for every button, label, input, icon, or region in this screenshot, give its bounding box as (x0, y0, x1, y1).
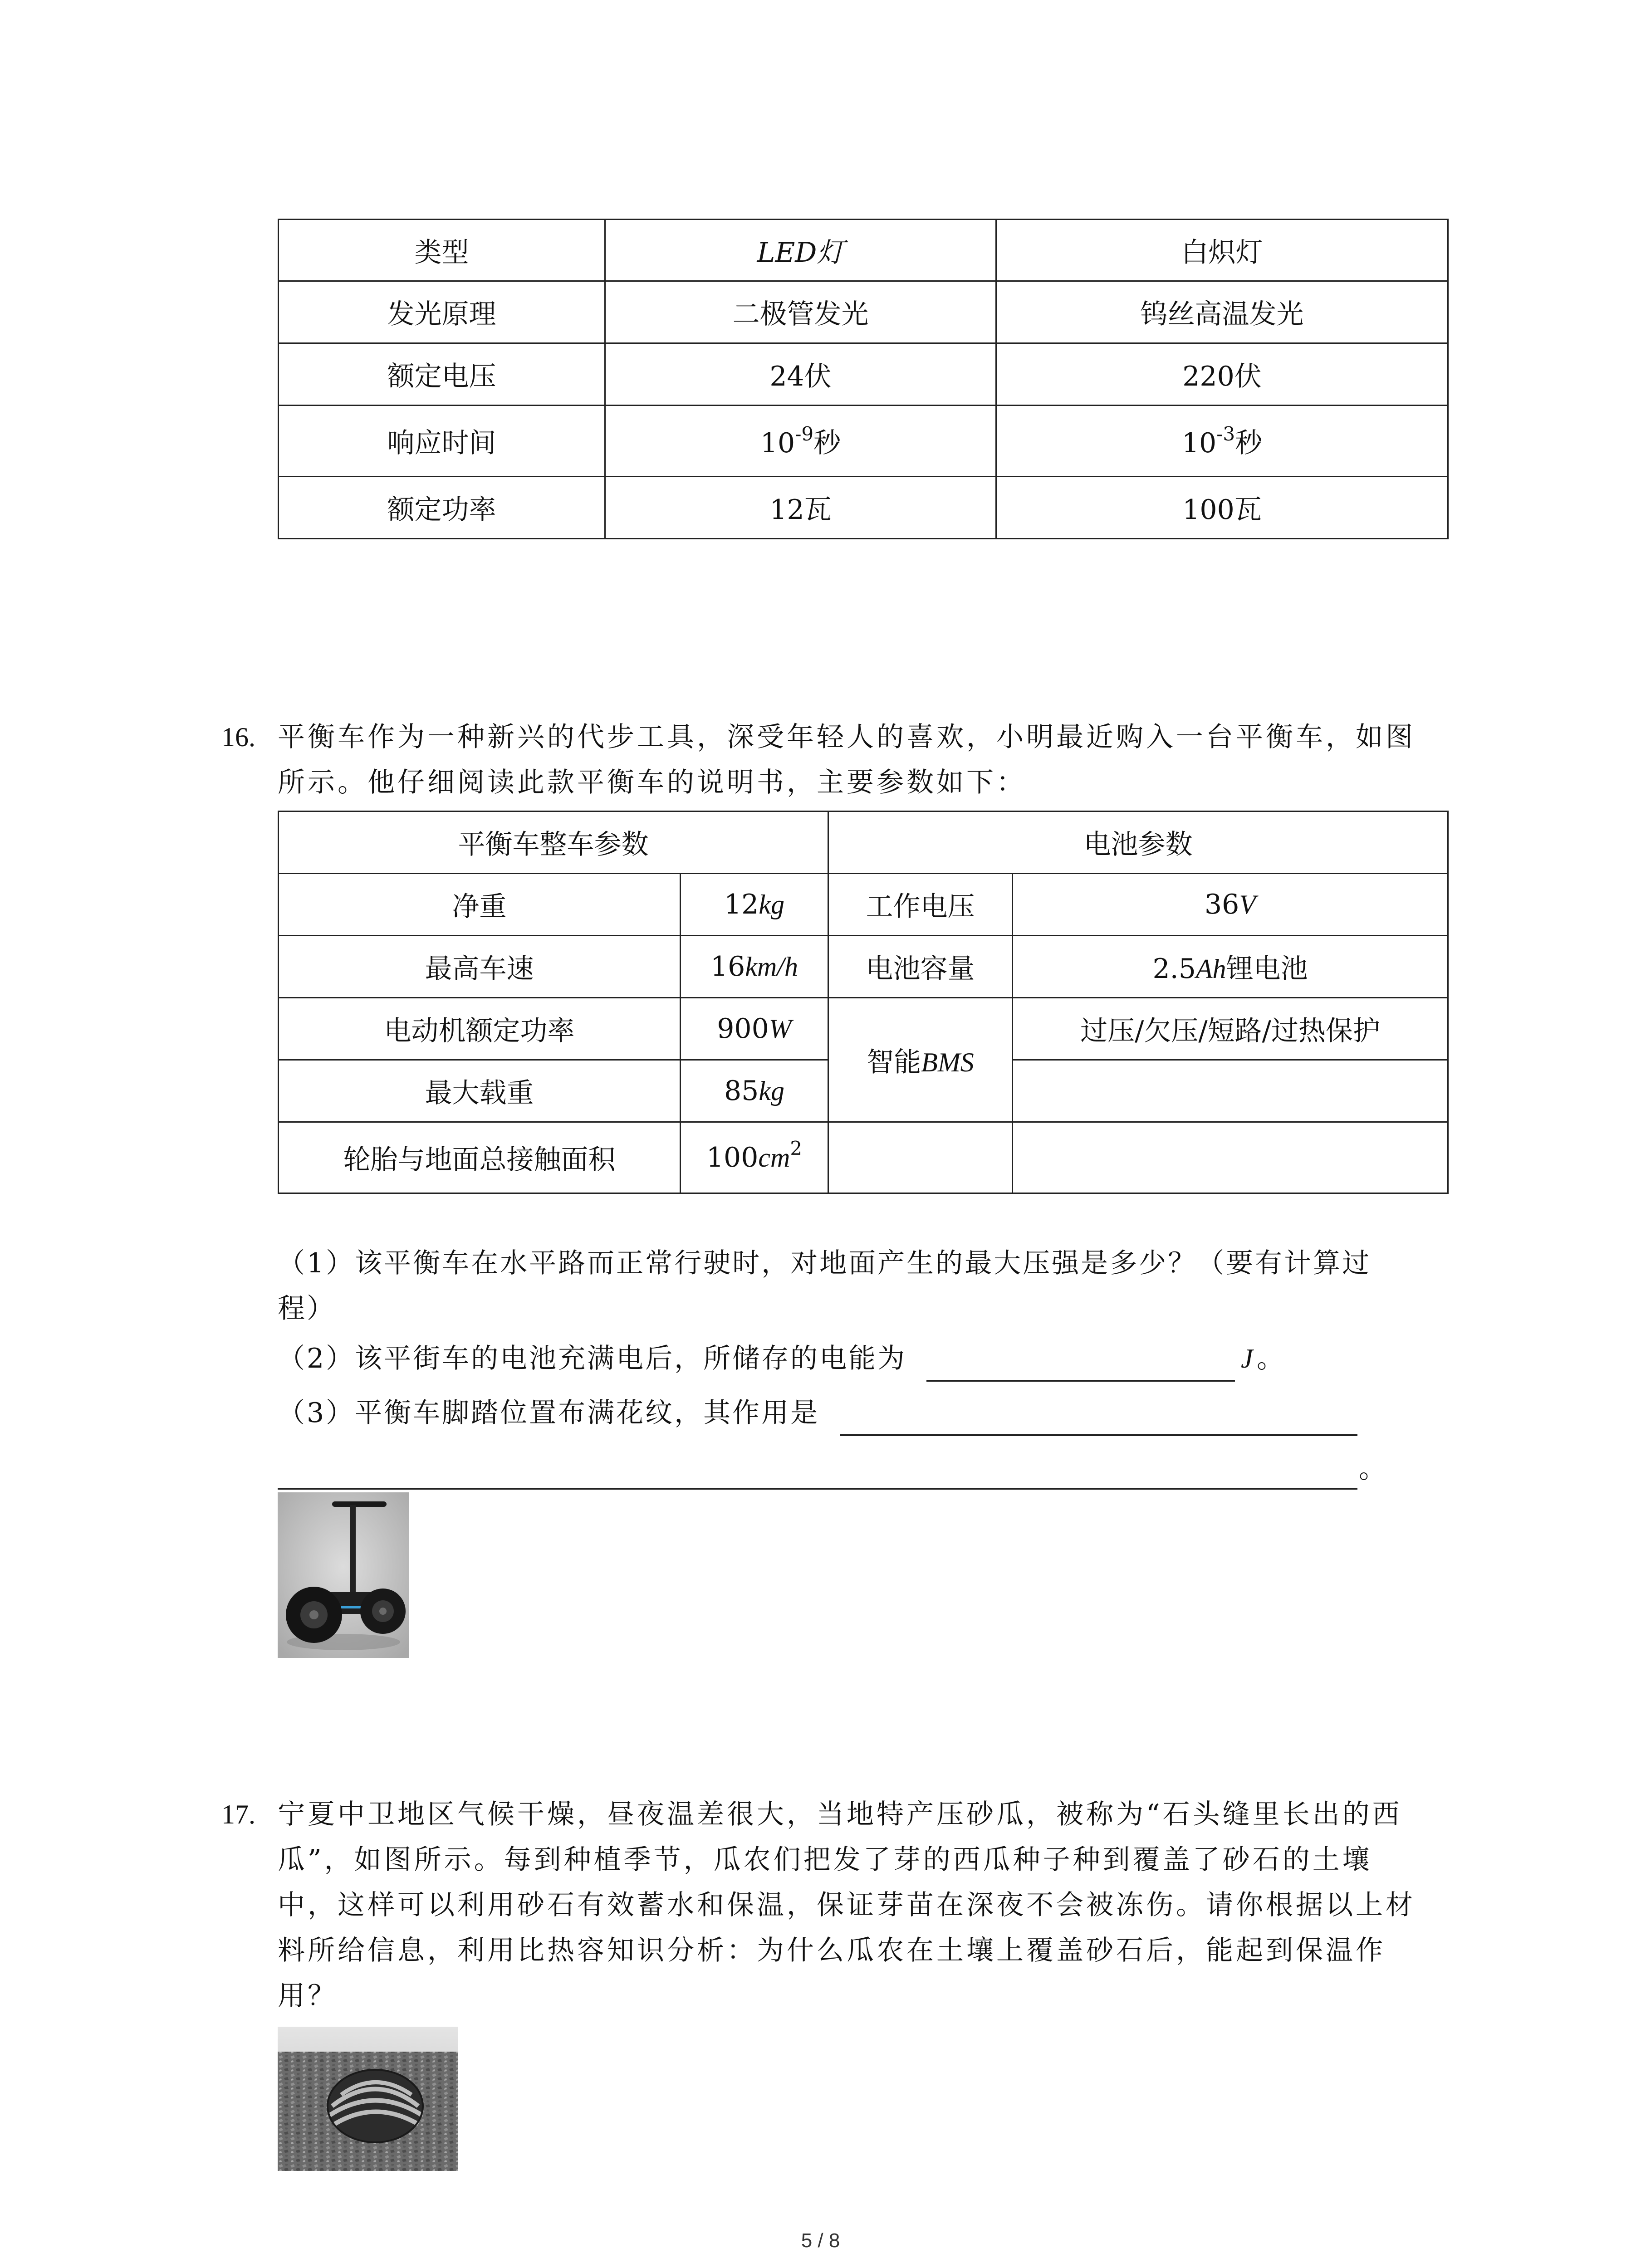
table-cell: 24伏 (605, 343, 996, 406)
value-unit: W (769, 1014, 792, 1044)
table-cell: 轮胎与地面总接触面积 (279, 1122, 681, 1193)
answer-blank[interactable] (840, 1434, 1357, 1436)
table-cell: 二极管发光 (605, 281, 996, 343)
table-cell: 电池参数 (828, 811, 1448, 874)
table-cell: 净重 (279, 874, 681, 936)
answer-blank[interactable] (926, 1380, 1235, 1382)
lamp-comparison-table (278, 219, 1449, 539)
table-row (279, 874, 1448, 936)
table-cell: 220伏 (996, 343, 1448, 406)
response-time-unit: 秒 (1235, 427, 1263, 459)
page-number: 5 / 8 (801, 2229, 840, 2252)
table-cell: 白炽灯 (996, 220, 1448, 281)
value-unit: Ah (1195, 954, 1226, 984)
table-cell: 最高车速 (279, 936, 681, 998)
table-cell (1013, 936, 1448, 998)
value-number: 85 (724, 1075, 759, 1107)
table-cell-empty (1013, 1122, 1448, 1193)
table-cell: 工作电压 (828, 874, 1013, 936)
table-cell: 电动机额定功率 (279, 998, 681, 1060)
sub-question-1-line: 程） (278, 1293, 336, 1325)
response-time-exponent: -3 (1216, 423, 1235, 445)
table-cell: 响应时间 (279, 406, 605, 477)
table-cell: 类型 (279, 220, 605, 281)
table-cell (681, 874, 828, 936)
value-unit: cm (758, 1143, 790, 1173)
sub-question-3-end: 。 (1359, 1453, 1388, 1485)
table-row (279, 406, 1448, 477)
table-row (279, 1122, 1448, 1193)
bms-unit: BMS (921, 1047, 974, 1077)
answer-blank[interactable] (278, 1488, 1357, 1490)
table-cell: 发光原理 (279, 281, 605, 343)
response-time-base: 10 (760, 427, 795, 459)
value-number: 12 (724, 889, 759, 920)
table-header-row (279, 811, 1448, 874)
balance-scooter-image (278, 1492, 409, 1658)
value-unit: km/h (745, 952, 798, 982)
table-cell-empty (828, 1122, 1013, 1193)
response-time-exponent: -9 (795, 423, 814, 445)
value-unit: V (1239, 890, 1256, 919)
table-cell (681, 936, 828, 998)
value-exponent: 2 (790, 1137, 803, 1159)
table-header-row (279, 220, 1448, 281)
sub-question-3-text: （3）平衡车脚踏位置布满花纹，其作用是 (278, 1397, 820, 1429)
table-cell (605, 406, 996, 477)
table-cell: LED灯 (605, 220, 996, 281)
table-cell-empty (1013, 1060, 1448, 1122)
sub-question-1-line: （1）该平衡车在水平路而正常行驶时，对地面产生的最大压强是多少？（要有计算过 (278, 1247, 1372, 1279)
value-unit: kg (759, 890, 784, 919)
table-cell: 100瓦 (996, 477, 1448, 539)
balance-scooter-photo (278, 1492, 409, 1658)
table-row (279, 281, 1448, 343)
question-text-line: 平衡车作为一种新兴的代步工具，深受年轻人的喜欢，小明最近购入一台平衡车，如图 (278, 721, 1416, 753)
table-cell (681, 1060, 828, 1122)
response-time-unit: 秒 (813, 427, 841, 459)
table-cell (828, 998, 1013, 1122)
value-number: 36 (1204, 889, 1239, 920)
table-cell: 12瓦 (605, 477, 996, 539)
table-row (279, 936, 1448, 998)
value-unit: kg (759, 1076, 784, 1106)
question-number: 16. (221, 722, 255, 752)
table-cell (996, 406, 1448, 477)
table-cell (681, 1122, 828, 1193)
sub-question-2-end: 。 (1257, 1343, 1286, 1374)
value-suffix: 锂电池 (1226, 953, 1308, 985)
table-cell: 钨丝高温发光 (996, 281, 1448, 343)
table-cell (1013, 874, 1448, 936)
question-text-line: 用？ (278, 1980, 338, 2012)
table-cell: 过压/欠压/短路/过热保护 (1013, 998, 1448, 1060)
watermelon-photo (278, 2027, 458, 2171)
sub-question-2-unit: J (1241, 1344, 1255, 1374)
response-time-base: 10 (1181, 427, 1217, 459)
table-cell: 电池容量 (828, 936, 1013, 998)
value-number: 16 (710, 951, 745, 982)
table-cell (681, 998, 828, 1060)
table-row (279, 998, 1448, 1060)
watermelon-image (278, 2027, 458, 2171)
value-number: 100 (706, 1142, 759, 1173)
table-cell: 平衡车整车参数 (279, 811, 828, 874)
question-text-line: 所示。他仔细阅读此款平衡车的说明书，主要参数如下： (278, 767, 1026, 798)
question-text-line: 宁夏中卫地区气候干燥，昼夜温差很大，当地特产压砂瓜，被称为“石头缝里长出的西 (278, 1799, 1402, 1830)
table-cell: 额定功率 (279, 477, 605, 539)
bms-prefix: 智能 (867, 1046, 921, 1078)
question-text-line: 瓜”，如图所示。每到种植季节，瓜农们把发了芽的西瓜种子种到覆盖了砂石的土壤 (278, 1844, 1372, 1876)
table-row (279, 477, 1448, 539)
table-cell: 最大载重 (279, 1060, 681, 1122)
question-text-line: 料所给信息，利用比热容知识分析：为什么瓜农在土壤上覆盖砂石后，能起到保温作 (278, 1935, 1386, 1966)
table-cell: 额定电压 (279, 343, 605, 406)
question-text-line: 中，这样可以利用砂石有效蓄水和保温，保证芽苗在深夜不会被冻伤。请你根据以上材 (278, 1889, 1416, 1921)
question-number: 17. (221, 1799, 255, 1829)
table-row (279, 343, 1448, 406)
value-number: 2.5 (1152, 953, 1196, 985)
balance-scooter-parameter-table (278, 811, 1449, 1194)
sub-question-2-text: （2）该平街车的电池充满电后，所储存的电能为 (278, 1343, 907, 1374)
value-number: 900 (717, 1013, 769, 1045)
